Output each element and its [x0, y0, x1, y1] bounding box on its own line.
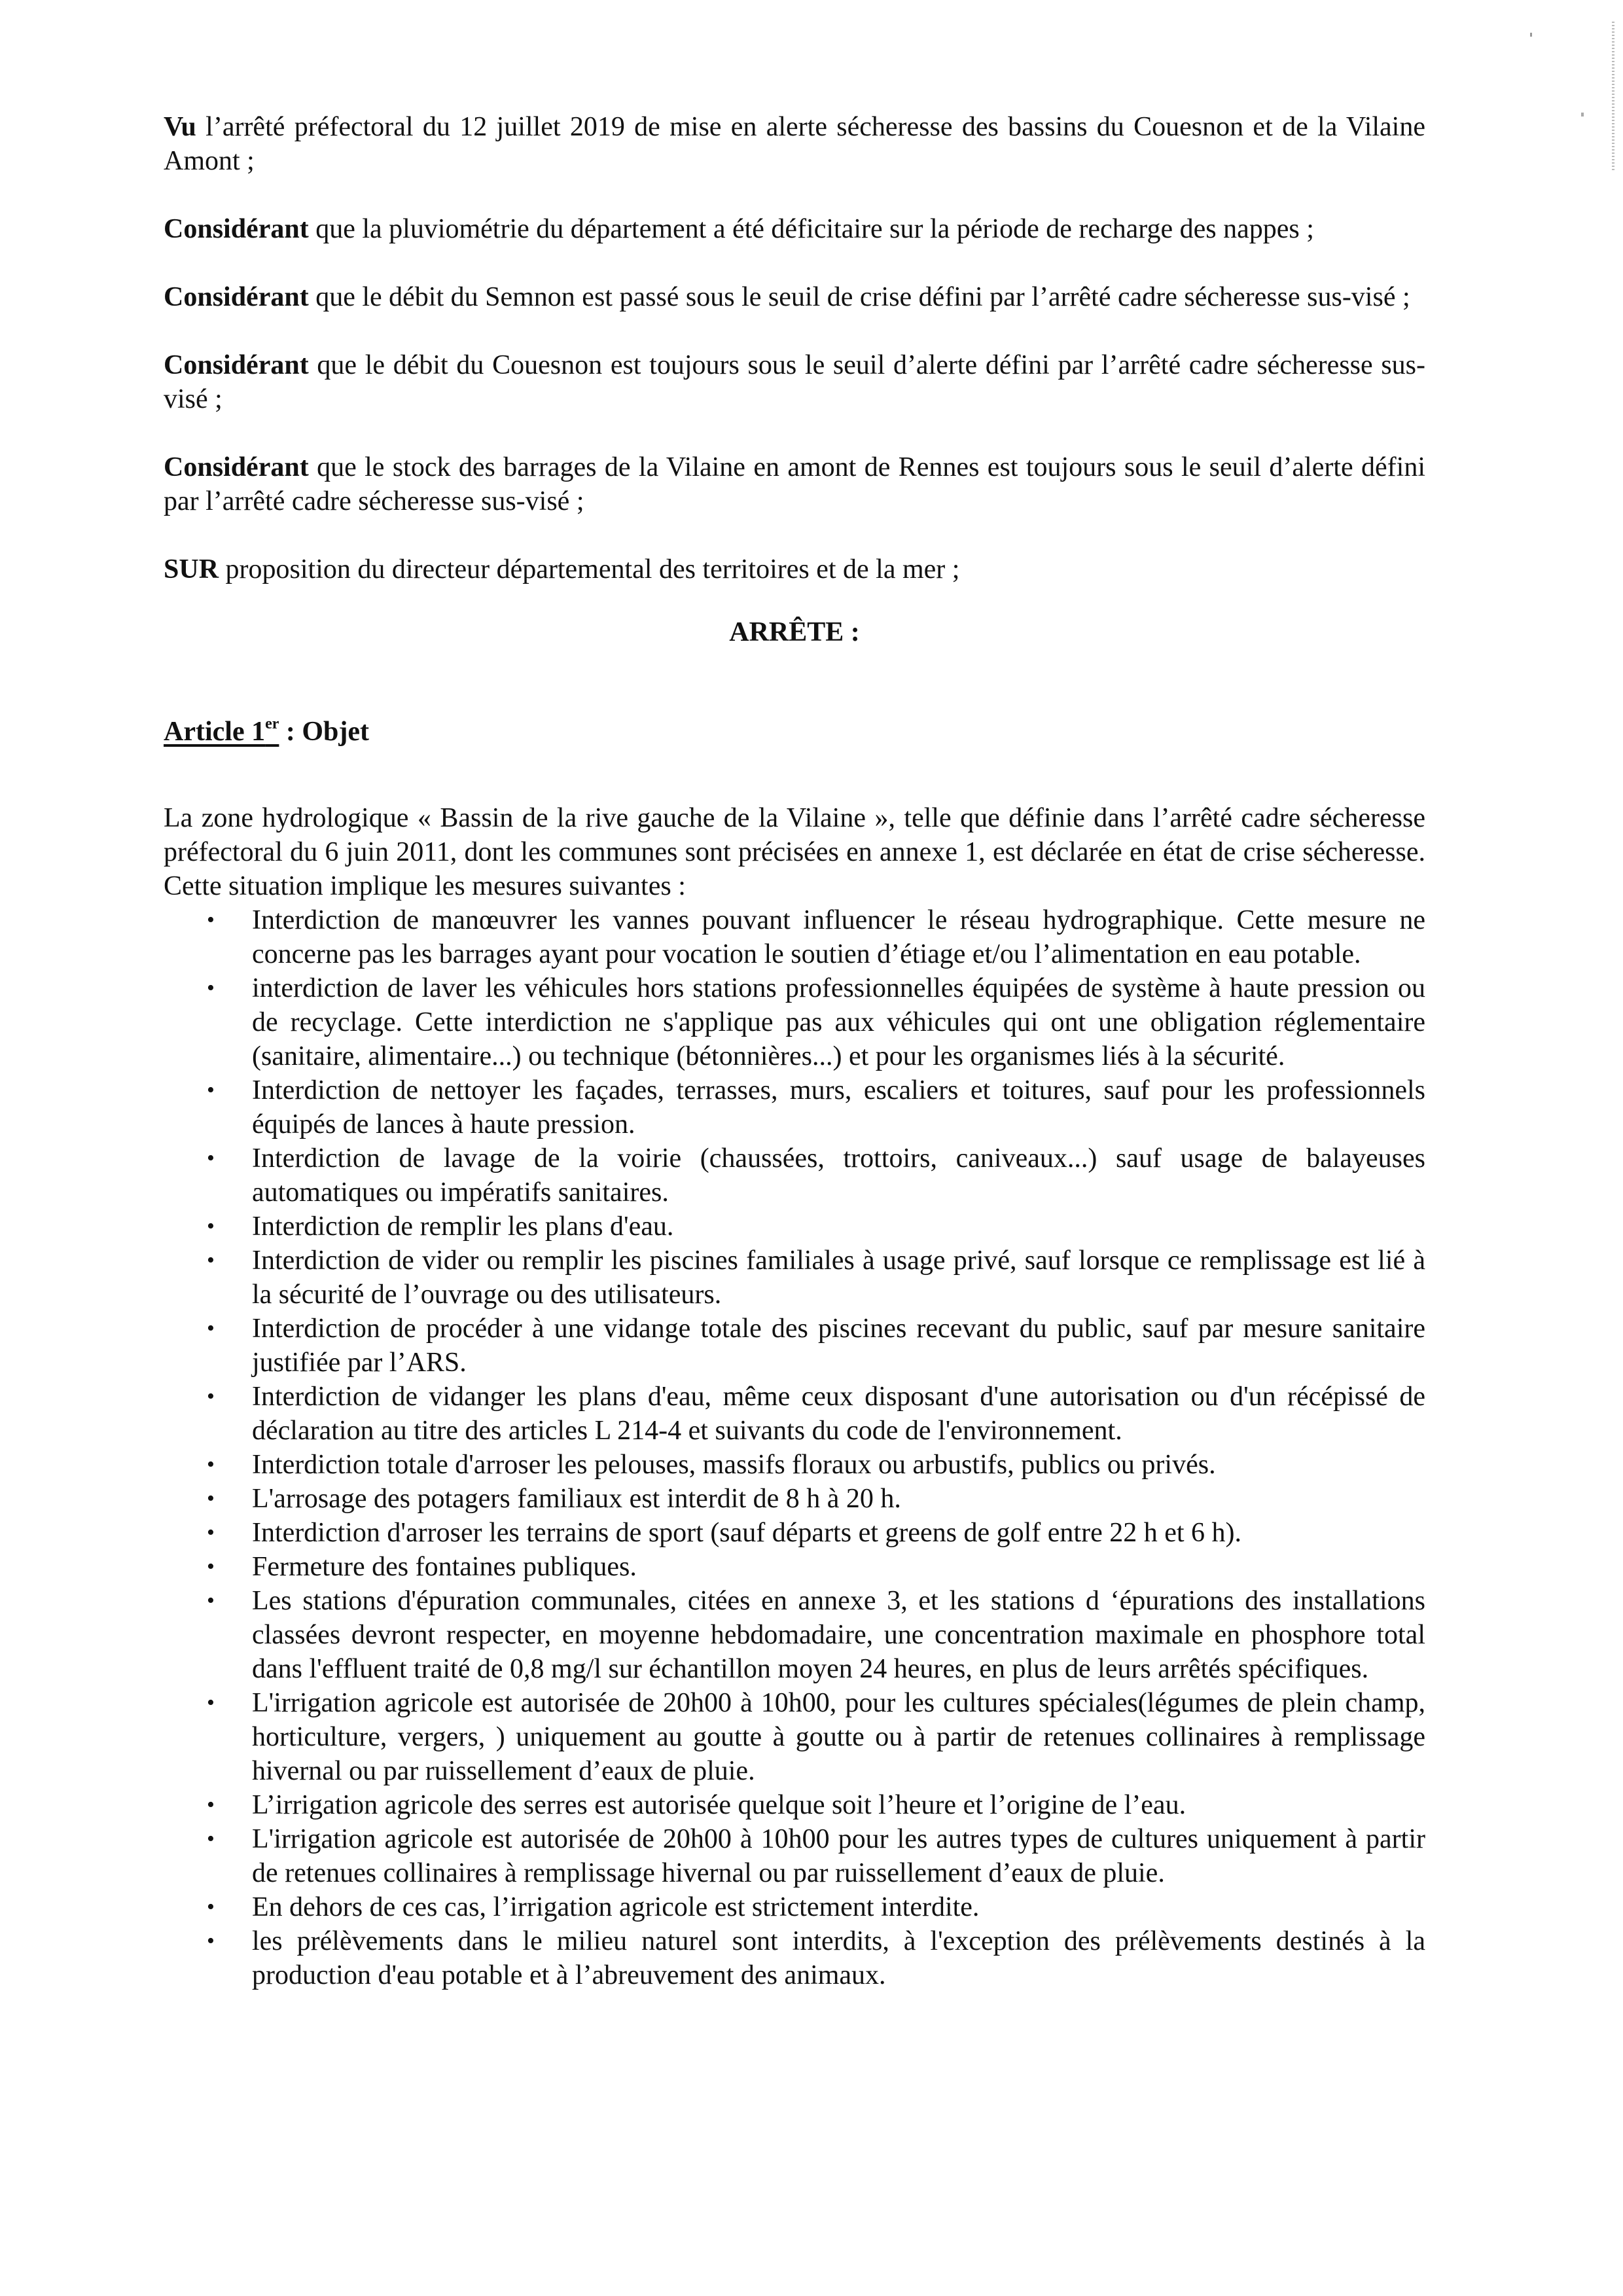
measure-text: Interdiction de lavage de la voirie (chaussées, trottoirs, caniveaux...) sauf usage de balayeuses automatiques ou impératifs sanitaires. [252, 1143, 1425, 1208]
article-1-heading [164, 715, 1425, 749]
measure-item [164, 1448, 1425, 1482]
preamble-lead: Considérant [164, 214, 309, 244]
measure-item [164, 1244, 1425, 1312]
bullet-icon: • [207, 908, 215, 932]
preamble-considerant-couesnon [164, 348, 1425, 416]
preamble-lead: SUR [164, 554, 219, 584]
bullet-icon: • [207, 1827, 215, 1851]
bullet-icon: • [207, 1214, 215, 1238]
bullet-icon: • [207, 976, 215, 1000]
preamble-lead: Considérant [164, 282, 309, 312]
measure-text: En dehors de ces cas, l’irrigation agricole est strictement interdite. [252, 1892, 980, 1922]
bullet-icon: • [207, 1384, 215, 1408]
article-label-text: Article 1 [164, 717, 266, 747]
preamble-lead: Considérant [164, 452, 309, 482]
preamble-lead: Considérant [164, 350, 309, 380]
measure-text: Fermeture des fontaines publiques. [252, 1552, 637, 1582]
preamble-vu [164, 110, 1425, 178]
measure-item [164, 1482, 1425, 1516]
scan-speck [1530, 33, 1532, 37]
bullet-icon: • [207, 1691, 215, 1715]
measure-item [164, 1924, 1425, 1992]
measure-item [164, 1312, 1425, 1380]
measure-item [164, 1516, 1425, 1550]
measure-text: Les stations d'épuration communales, citées en annexe 3, et les stations d ‘épurations des installations classées devront respecter, en moyenne hebdomadaire, une concentration maximale en phosphore total dans l'effluent traité de 0,8 mg/l sur échantillon moyen 24 heures, en plus de leurs arrêtés spécifiques. [252, 1586, 1425, 1684]
measure-item [164, 1890, 1425, 1924]
measure-text: L'irrigation agricole est autorisée de 20h00 à 10h00, pour les cultures spéciales(légumes de plein champ, horticulture, vergers, ) uniquement au goutte à goutte ou à partir de retenues collinaires à remplissage hivernal ou par ruissellement d’eaux de pluie. [252, 1688, 1425, 1786]
preamble-considerant-semnon [164, 280, 1425, 314]
measure-text: Interdiction de vidanger les plans d'eau, même ceux disposant d'une autorisation ou d'un récépissé de déclaration au titre des articles L 214-4 et suivants du code de l'environnement. [252, 1382, 1425, 1446]
measure-text: les prélèvements dans le milieu naturel sont interdits, à l'exception des prélèvements destinés à la production d'eau potable et à l’abreuvement des animaux. [252, 1926, 1425, 1990]
bullet-icon: • [207, 1588, 215, 1613]
preamble-considerant-pluviometrie [164, 212, 1425, 246]
measure-item [164, 1141, 1425, 1210]
preamble-sur-proposition [164, 552, 1425, 586]
decision-title: ARRÊTE : [729, 617, 860, 647]
measure-item [164, 1550, 1425, 1584]
document-page [164, 110, 1425, 1992]
preamble-text: proposition du directeur départemental des territoires et de la mer ; [219, 554, 960, 584]
measure-text: Interdiction de manœuvrer les vannes pouvant influencer le réseau hydrographique. Cette mesure ne concerne pas les barrages ayant pour vocation le soutien d’étiage et/ou l’alimentation en eau potable. [252, 905, 1425, 969]
measure-text: L'irrigation agricole est autorisée de 20h00 à 10h00 pour les autres types de cultures uniquement à partir de retenues collinaires à remplissage hivernal ou par ruissellement d’eaux de pluie. [252, 1824, 1425, 1888]
bullet-icon: • [207, 1248, 215, 1272]
measure-text: L'arrosage des potagers familiaux est interdit de 8 h à 20 h. [252, 1484, 901, 1514]
measure-item [164, 1073, 1425, 1141]
bullet-icon: • [207, 1520, 215, 1545]
article-1-intro: La zone hydrologique « Bassin de la rive gauche de la Vilaine », telle que définie dans l’arrêté cadre sécheresse préfectoral du 6 juin 2011, dont les communes sont précisées en annexe 1, est déclarée en état de crise sécheresse. Cette situation implique les mesures suivantes : [164, 803, 1425, 901]
bullet-icon: • [207, 1316, 215, 1340]
measure-item [164, 1686, 1425, 1788]
preamble-text: que le stock des barrages de la Vilaine en amont de Rennes est toujours sous le seuil d’alerte défini par l’arrêté cadre sécheresse sus-visé ; [164, 452, 1425, 516]
measure-text: L’irrigation agricole des serres est autorisée quelque soit l’heure et l’origine de l’eau. [252, 1790, 1186, 1820]
measure-text: Interdiction de procéder à une vidange totale des piscines recevant du public, sauf par mesure sanitaire justifiée par l’ARS. [252, 1314, 1425, 1378]
scan-edge-artifact [1612, 22, 1614, 172]
bullet-icon: • [207, 1895, 215, 1919]
article-1-label [164, 717, 279, 747]
bullet-icon: • [207, 1554, 215, 1579]
measure-item [164, 1822, 1425, 1890]
measure-item [164, 903, 1425, 971]
bullet-icon: • [207, 1793, 215, 1817]
preamble-text: que le débit du Couesnon est toujours sous le seuil d’alerte défini par l’arrêté cadre sécheresse sus-visé ; [164, 350, 1425, 414]
article-label-superscript: er [265, 715, 279, 732]
measure-text: Interdiction de nettoyer les façades, terrasses, murs, escaliers et toitures, sauf pour les professionnels équipés de lances à haute pression. [252, 1075, 1425, 1139]
bullet-icon: • [207, 1078, 215, 1102]
measure-item [164, 1210, 1425, 1244]
scan-speck [1581, 113, 1584, 117]
measure-item [164, 1380, 1425, 1448]
preamble-considerant-barrages [164, 450, 1425, 518]
measure-text: Interdiction d'arroser les terrains de sport (sauf départs et greens de golf entre 22 h et 6 h). [252, 1518, 1242, 1548]
article-1-title: : Objet [279, 717, 370, 747]
measure-text: interdiction de laver les véhicules hors stations professionnelles équipées de système à haute pression ou de recyclage. Cette interdiction ne s'applique pas aux véhicules qui ont une obligation réglementaire (sanitaire, alimentaire...) ou technique (bétonnières...) et pour les organismes liés à la sécurité. [252, 973, 1425, 1071]
bullet-icon: • [207, 1146, 215, 1170]
measure-item [164, 1788, 1425, 1822]
preamble-text: que la pluviométrie du département a été déficitaire sur la période de recharge des nappes ; [308, 214, 1314, 244]
bullet-icon: • [207, 1486, 215, 1511]
measure-text: Interdiction de remplir les plans d'eau. [252, 1211, 674, 1242]
preamble-text: l’arrêté préfectoral du 12 juillet 2019 de mise en alerte sécheresse des bassins du Couesnon et de la Vilaine Amont ; [164, 112, 1425, 176]
measure-item [164, 1584, 1425, 1686]
measure-text: Interdiction totale d'arroser les pelouses, massifs floraux ou arbustifs, publics ou privés. [252, 1450, 1216, 1480]
preamble-lead: Vu [164, 112, 196, 142]
measures-list [164, 903, 1425, 1992]
measure-item [164, 971, 1425, 1073]
measure-text: Interdiction de vider ou remplir les piscines familiales à usage privé, sauf lorsque ce remplissage est lié à la sécurité de l’ouvrage ou des utilisateurs. [252, 1246, 1425, 1310]
bullet-icon: • [207, 1929, 215, 1953]
bullet-icon: • [207, 1452, 215, 1477]
preamble-text: que le débit du Semnon est passé sous le seuil de crise défini par l’arrêté cadre sécheresse sus-visé ; [308, 282, 1410, 312]
